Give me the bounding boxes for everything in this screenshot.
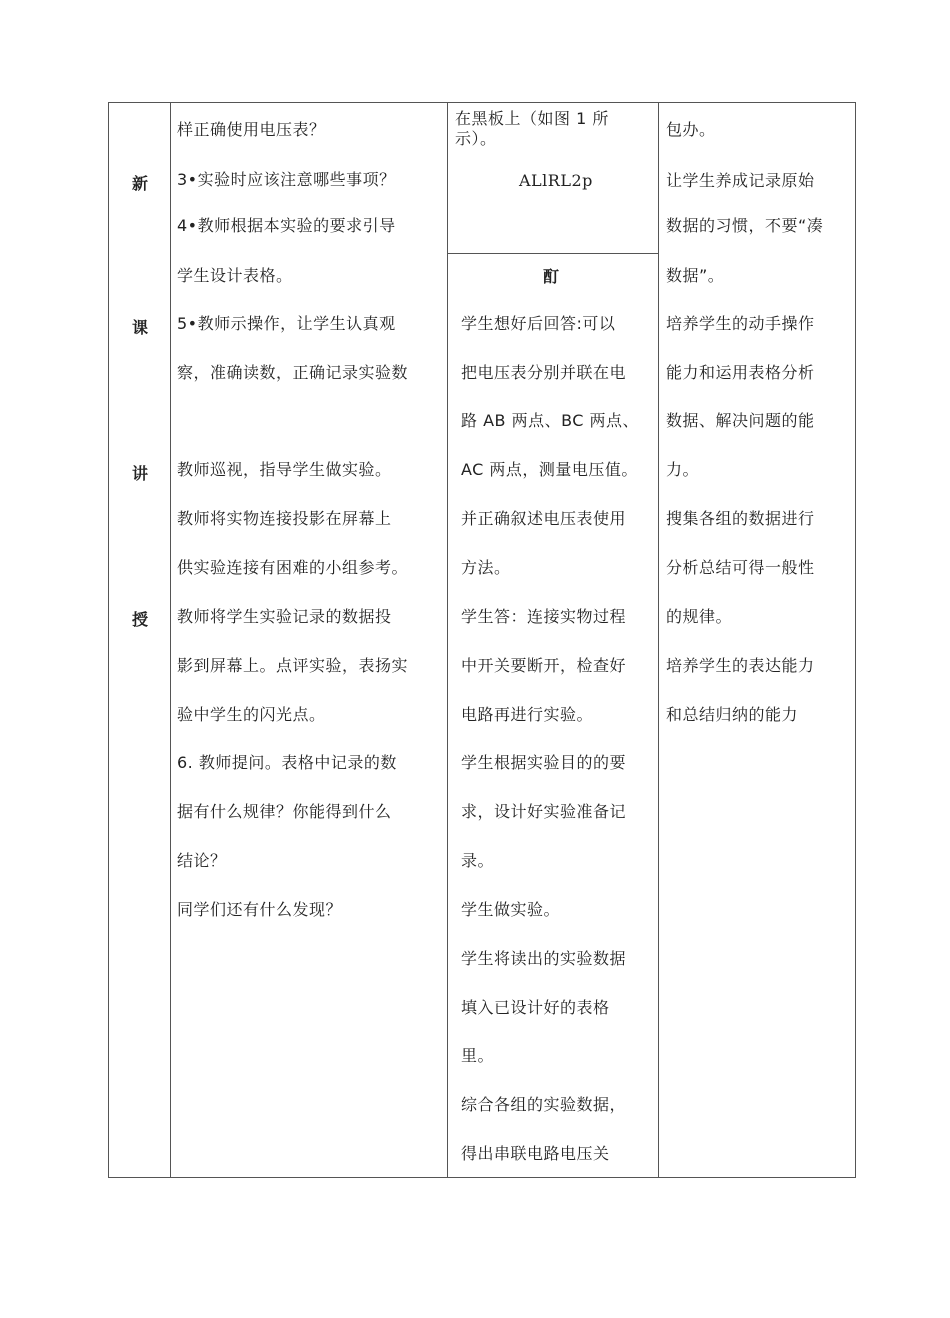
circuit-diagram-label: ALlRL2p xyxy=(519,171,593,190)
student-line: 学生根据实验目的的要 xyxy=(461,753,627,772)
teacher-line: 供实验连接有困难的小组参考。 xyxy=(177,558,409,577)
student-top-line: 在黑板上（如图 1 所 xyxy=(455,109,609,128)
purpose-line: 数据”。 xyxy=(666,266,725,285)
purpose-line: 数据的习惯，不要“凑 xyxy=(666,216,824,235)
side-label: 课 xyxy=(131,318,148,337)
teacher-line: 3•实验时应该注意哪些事项？ xyxy=(177,170,396,189)
student-line: 录。 xyxy=(461,851,495,870)
purpose-line: 包办。 xyxy=(666,120,716,139)
student-line: 学生想好后回答:可以 xyxy=(461,314,616,333)
teacher-line: 学生设计表格。 xyxy=(177,266,293,285)
student-line: 学生将读出的实验数据 xyxy=(461,949,627,968)
teacher-line: 教师将实物连接投影在屏幕上 xyxy=(177,509,392,528)
student-line: 路 AB 两点、BC 两点、 xyxy=(461,411,640,430)
teacher-line: 4•教师根据本实验的要求引导 xyxy=(177,216,396,235)
side-label: 授 xyxy=(131,610,148,629)
teacher-line: 据有什么规律？你能得到什么 xyxy=(177,802,392,821)
teacher-line: 结论？ xyxy=(177,851,227,870)
lesson-table xyxy=(108,102,856,1178)
teacher-line: 察，准确读数，正确记录实验数 xyxy=(177,363,409,382)
teacher-line: 验中学生的闪光点。 xyxy=(177,705,326,724)
side-label: 讲 xyxy=(131,464,148,483)
purpose-line: 数据、解决问题的能 xyxy=(666,411,815,430)
purpose-line: 能力和运用表格分析 xyxy=(666,363,815,382)
teacher-line: 5•教师示操作，让学生认真观 xyxy=(177,314,396,333)
purpose-line: 的规律。 xyxy=(666,607,733,626)
student-line: AC 两点，测量电压值。 xyxy=(461,460,638,479)
student-line: 学生答：连接实物过程 xyxy=(461,607,627,626)
student-top-line: 示）。 xyxy=(455,129,497,148)
side-label: 新 xyxy=(131,174,148,193)
purpose-line: 让学生养成记录原始 xyxy=(666,171,815,190)
student-line: 求，设计好实验准备记 xyxy=(461,802,627,821)
student-line: 综合各组的实验数据， xyxy=(461,1095,627,1114)
column-divider xyxy=(658,103,659,1177)
purpose-line: 分析总结可得一般性 xyxy=(666,558,815,577)
teacher-line: 同学们还有什么发现？ xyxy=(177,900,343,919)
student-line: 并正确叙述电压表使用 xyxy=(461,509,627,528)
student-section-head: 酊 xyxy=(543,267,560,286)
student-line: 电路再进行实验。 xyxy=(461,705,594,724)
student-line: 中开关要断开，检查好 xyxy=(461,656,627,675)
teacher-line: 6. 教师提问。表格中记录的数 xyxy=(177,753,397,772)
cell-divider xyxy=(447,253,658,254)
column-divider xyxy=(170,103,171,1177)
column-divider xyxy=(447,103,448,1177)
student-line: 把电压表分别并联在电 xyxy=(461,363,627,382)
purpose-line: 搜集各组的数据进行 xyxy=(666,509,815,528)
student-line: 学生做实验。 xyxy=(461,900,561,919)
teacher-line: 样正确使用电压表？ xyxy=(177,120,326,139)
teacher-line: 教师巡视，指导学生做实验。 xyxy=(177,460,392,479)
student-line: 得出串联电路电压关 xyxy=(461,1144,610,1163)
purpose-line: 培养学生的动手操作 xyxy=(666,314,815,333)
purpose-line: 培养学生的表达能力 xyxy=(666,656,815,675)
purpose-line: 力。 xyxy=(666,460,700,479)
student-line: 填入已设计好的表格 xyxy=(461,998,610,1017)
purpose-line: 和总结归纳的能力 xyxy=(666,705,799,724)
teacher-line: 影到屏幕上。点评实验，表扬实 xyxy=(177,656,409,675)
student-line: 方法。 xyxy=(461,558,511,577)
student-line: 里。 xyxy=(461,1046,495,1065)
teacher-line: 教师将学生实验记录的数据投 xyxy=(177,607,392,626)
